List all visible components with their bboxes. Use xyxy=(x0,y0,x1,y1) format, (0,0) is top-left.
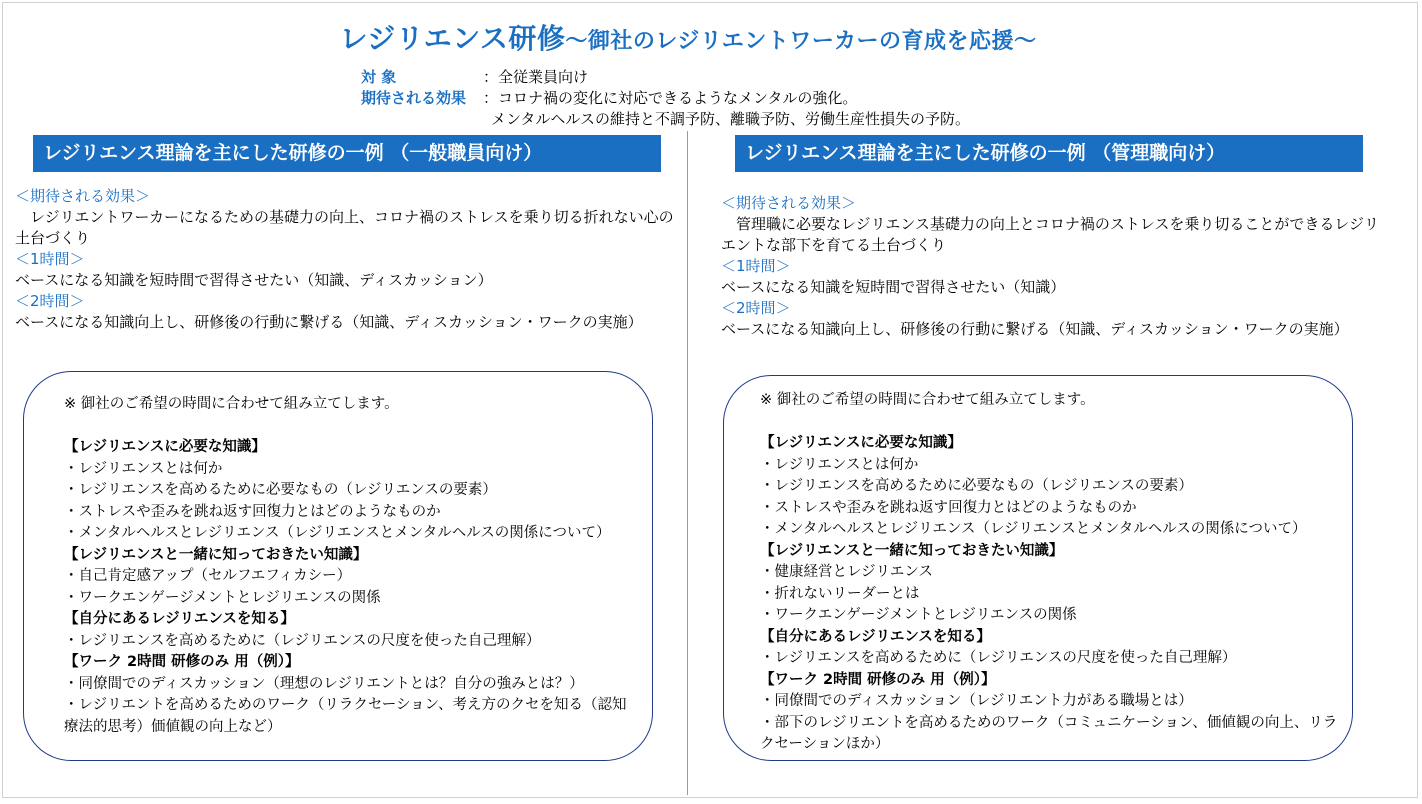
right-one-hour-text: ベースになる知識を短時間で習得させたい（知識） xyxy=(721,278,1066,296)
left-curriculum-box xyxy=(23,371,653,761)
left-two-hour-label: ＜2時間＞ xyxy=(15,292,85,310)
right-box-heading-2: 【レジリエンスと一緒に知っておきたい知識】 xyxy=(760,542,1064,559)
list-item: ・ワークエンゲージメントとレジリエンスの関係 xyxy=(760,607,1077,623)
right-box-note: ※ 御社のご希望の時間に合わせて組み立てします。 xyxy=(760,392,1095,408)
list-item: ・ワークエンゲージメントとレジリエンスの関係 xyxy=(64,589,381,606)
list-item: ・同僚間でのディスカッション（レジリエント力がある職場とは） xyxy=(760,693,1193,709)
right-header-bar: レジリエンス理論を主にした研修の一例 （管理職向け） xyxy=(735,135,1363,172)
left-box-heading-1: 【レジリエンスに必要な知識】 xyxy=(64,439,266,455)
meta-target-label: 対 象 xyxy=(361,68,397,86)
title-sub: ～御社のレジリエントワーカーの育成を応援～ xyxy=(565,29,1037,54)
right-two-hour-text: ベースになる知識向上し、研修後の行動に繋げる（知識、ディスカッション・ワークの実施） xyxy=(721,320,1349,338)
list-item: ・メンタルヘルスとレジリエンス（レジリエンスとメンタルヘルスの関係について） xyxy=(760,521,1307,537)
list-item: ・レジリエンスを高めるために必要なもの（レジリエンスの要素） xyxy=(760,478,1193,494)
left-one-hour-label: ＜1時間＞ xyxy=(15,250,85,268)
right-description xyxy=(721,193,1391,340)
list-item: ・メンタルヘルスとレジリエンス（レジリエンスとメンタルヘルスの関係について） xyxy=(64,525,611,541)
right-one-hour-label: ＜1時間＞ xyxy=(721,257,791,275)
list-item: ・部下のレジリエントを高めるためのワーク（コミュニケーション、価値観の向上、リラクセーションほか） xyxy=(760,714,1338,752)
list-item: ・健康経営とレジリエンス xyxy=(760,564,933,580)
meta-effect-value-2: メンタルヘルスの維持と不調予防、離職予防、労働生産性損失の予防。 xyxy=(491,110,970,128)
list-item: ・ストレスや歪みを跳ね返す回復力とはどのようなものか xyxy=(760,499,1137,516)
right-curriculum-box xyxy=(723,375,1353,761)
page-title xyxy=(3,17,1373,57)
list-item: ・レジリエンスとは何か xyxy=(64,460,223,477)
right-box-heading-3: 【自分にあるレジリエンスを知る】 xyxy=(760,628,991,645)
right-effect-text: 管理職に必要なレジリエンス基礎力の向上とコロナ禍のストレスを乗り切ることができるレジリエントな部下を育てる土台づくり xyxy=(721,215,1380,254)
left-box-heading-3: 【自分にあるレジリエンスを知る】 xyxy=(64,611,295,627)
list-item: ・自己肯定感アップ（セルフエフィカシー） xyxy=(64,568,352,584)
right-effect-label: ＜期待される効果＞ xyxy=(721,194,857,212)
list-item: ・折れないリーダーとは xyxy=(760,585,920,602)
right-box-heading-1: 【レジリエンスに必要な知識】 xyxy=(760,435,962,451)
list-item: ・ストレスや歪みを跳ね返す回復力とはどのようなものか xyxy=(64,503,441,520)
column-divider xyxy=(687,131,688,795)
meta-info xyxy=(361,67,970,130)
left-header-bar: レジリエンス理論を主にした研修の一例 （一般職員向け） xyxy=(33,135,661,172)
list-item: ・レジリエンスを高めるために（レジリエンスの尺度を使った自己理解） xyxy=(64,632,541,649)
meta-effect-label: 期待される効果 xyxy=(361,89,467,107)
left-description xyxy=(15,186,675,333)
meta-target-value: ：全従業員向け xyxy=(483,68,589,86)
left-one-hour-text: ベースになる知識を短時間で習得させたい（知識、ディスカッション） xyxy=(15,271,493,289)
left-effect-label: ＜期待される効果＞ xyxy=(15,187,151,205)
meta-effect-value-1: ：コロナ禍の変化に対応できるようなメンタルの強化。 xyxy=(483,89,858,107)
left-box-heading-2: 【レジリエンスと一緒に知っておきたい知識】 xyxy=(64,546,368,563)
list-item: ・レジリエンスを高めるために（レジリエンスの尺度を使った自己理解） xyxy=(760,650,1237,666)
slide xyxy=(2,2,1418,798)
left-box-heading-4: 【ワーク 2時間 研修のみ 用（例）】 xyxy=(64,654,300,670)
meta-target-row xyxy=(361,67,970,88)
list-item: ・レジリエントを高めるためのワーク（リラクセーション、考え方のクセを知る（認知療法的思考）価値観の向上など） xyxy=(64,697,627,735)
meta-effect-row xyxy=(361,88,970,109)
title-main: レジリエンス研修 xyxy=(339,22,566,55)
list-item: ・同僚間でのディスカッション（理想のレジリエントとは？自分の強みとは？） xyxy=(64,675,584,692)
list-item: ・レジリエンスとは何か xyxy=(760,456,919,473)
list-item: ・レジリエンスを高めるために必要なもの（レジリエンスの要素） xyxy=(64,482,497,498)
right-box-heading-4: 【ワーク 2時間 研修のみ 用（例）】 xyxy=(760,671,996,688)
left-two-hour-text: ベースになる知識向上し、研修後の行動に繋げる（知識、ディスカッション・ワークの実施） xyxy=(15,313,643,331)
right-two-hour-label: ＜2時間＞ xyxy=(721,299,791,317)
left-box-note: ※ 御社のご希望の時間に合わせて組み立てします。 xyxy=(64,396,399,412)
left-effect-text: レジリエントワーカーになるための基礎力の向上、コロナ禍のストレスを乗り切る折れない心の土台づくり xyxy=(15,208,674,247)
